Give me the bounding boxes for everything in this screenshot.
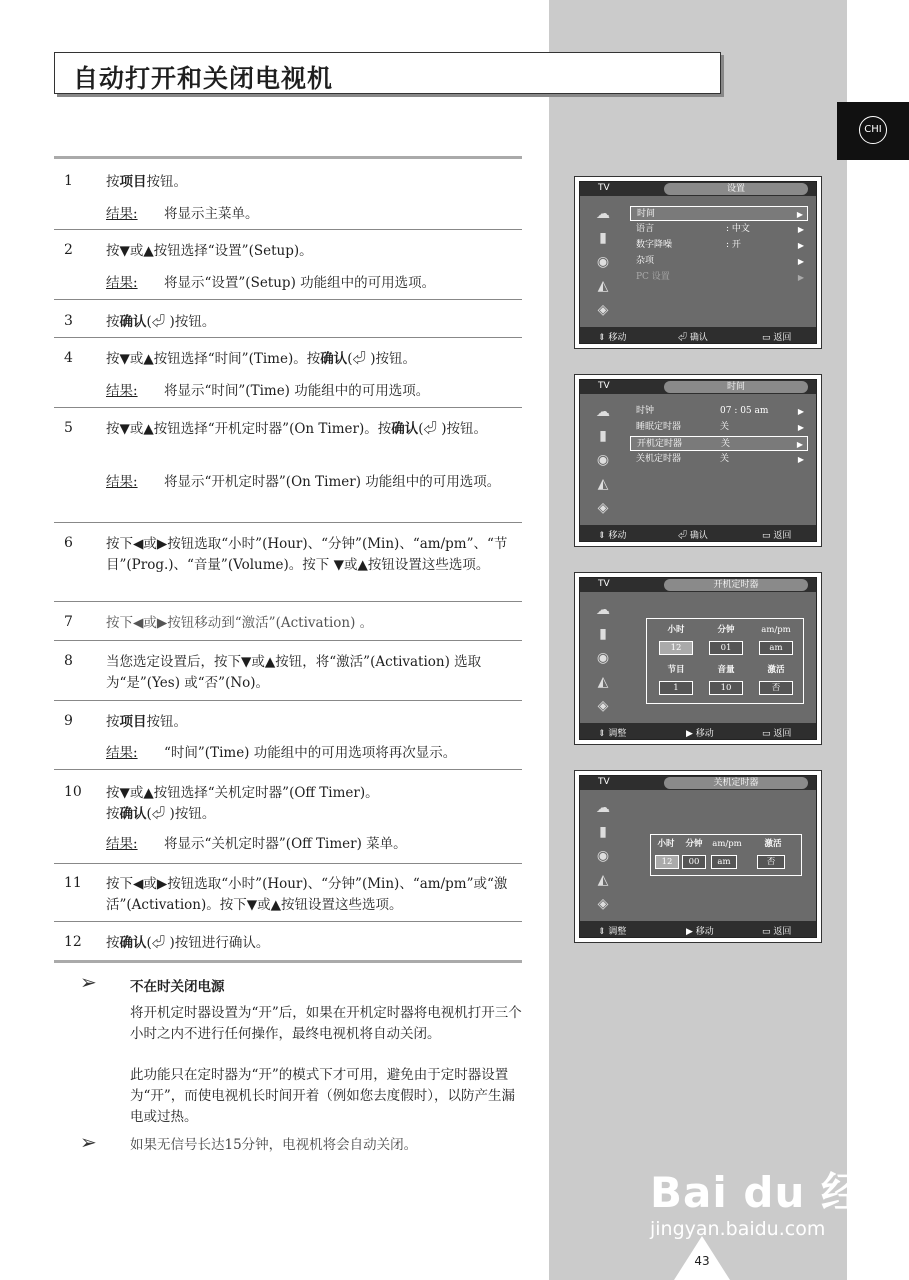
result-label: 结果: <box>106 745 138 761</box>
timer-ampm-field[interactable]: am <box>759 641 793 655</box>
note-paragraph: 将开机定时器设置为“开”后，如果在开机定时器将电视机打开三个小时之内不进行任何操作，最终电视机将自动关闭。 <box>130 1005 522 1042</box>
note-arrow-icon: ➢ <box>80 970 97 994</box>
timer-min-field[interactable]: 00 <box>682 855 706 869</box>
menu-row-label: 语言 <box>636 224 655 234</box>
timer-ampm-field[interactable]: am <box>711 855 737 869</box>
menu-row-value: 关 <box>720 454 730 464</box>
footer-return: ▭ 返回 <box>762 927 792 937</box>
note-paragraph: 此功能只在定时器为“开”的模式下才可用，避免由于定时器设置为“开”，而使电视机长时间开着（例如您去度假时），以防产生漏电或过热。 <box>130 1067 516 1125</box>
timer-panel <box>650 834 802 876</box>
result-label: 结果: <box>106 383 138 399</box>
step-result <box>106 834 526 855</box>
picture-icon: ☁ <box>596 602 610 618</box>
footer-move: ⇕ 移动 <box>598 531 627 541</box>
step-result <box>106 273 526 294</box>
sound-icon: ▮ <box>599 626 607 642</box>
timer-head-ampm: am/pm <box>712 839 742 849</box>
tv-label: TV <box>598 183 610 193</box>
result-label: 结果: <box>106 474 138 490</box>
sound-icon: ▮ <box>599 230 607 246</box>
step-number: 12 <box>64 934 82 950</box>
menu-row[interactable] <box>630 420 808 435</box>
watermark-brand: Bai du 经验 <box>650 1168 907 1217</box>
timer-head-min: 分钟 <box>685 839 703 849</box>
result-label: 结果: <box>106 275 138 291</box>
menu-row-value: 关 <box>720 422 730 432</box>
step-divider <box>54 337 522 338</box>
arrow-right-icon: ▶ <box>797 241 804 250</box>
menu-title: 关机定时器 <box>664 777 808 789</box>
tv-label: TV <box>598 777 610 787</box>
step-text: 按▼或▲按钮选择“设置”(Setup)。 <box>106 243 313 259</box>
tip-arrow-icon: ➢ <box>80 1130 97 1154</box>
picture-icon: ☁ <box>596 206 610 222</box>
step-text: 按▼或▲按钮选择“开机定时器”(On Timer)。按确认(⏎ )按钮。 <box>106 421 488 437</box>
footer-return: ▭ 返回 <box>762 729 792 739</box>
step-divider <box>54 299 522 300</box>
tv-label: TV <box>598 579 610 589</box>
timer-head-prog: 节目 <box>667 665 685 675</box>
footer-enter: ⏎ 确认 <box>678 531 708 541</box>
footer-move: ▶ 移动 <box>686 729 714 739</box>
menu-row-label: 睡眠定时器 <box>636 422 682 432</box>
step-text: 按下◀或▶按钮选取“小时”(Hour)、“分钟”(Min)、“am/pm”、“节目”(Prog.)、“音量”(Volume)。按下 ▼或▲按钮设置这些选项。 <box>106 536 508 573</box>
setup-icon: ◭ <box>597 674 609 690</box>
timer-head-volume: 音量 <box>717 665 735 675</box>
timer-prog-field[interactable]: 1 <box>659 681 693 695</box>
step-text: 按▼或▲按钮选择“关机定时器”(Off Timer)。 按确认(⏎ )按钮。 <box>106 785 379 822</box>
arrow-right-icon: ▶ <box>797 225 804 234</box>
result-text: 将显示“时间”(Time) 功能组中的可用选项。 <box>164 383 430 399</box>
picture-icon: ☁ <box>596 404 610 420</box>
arrow-right-icon: ▶ <box>797 423 804 432</box>
arrow-right-icon: ▶ <box>797 273 804 282</box>
step-divider <box>54 769 522 770</box>
arrow-right-icon: ▶ <box>797 455 804 464</box>
timer-activation-field[interactable]: 否 <box>759 681 793 695</box>
menu-footer <box>580 327 816 343</box>
input-icon: ◈ <box>597 500 609 516</box>
footer-return: ▭ 返回 <box>762 333 792 343</box>
footer-adjust: ⇕ 调整 <box>598 927 627 937</box>
step-text: 按项目按钮。 <box>106 174 187 190</box>
page-title: 自动打开和关闭电视机 <box>73 64 334 93</box>
timer-head-activation: 激活 <box>764 839 782 849</box>
step-number: 11 <box>64 875 82 891</box>
result-text: 将显示“开机定时器”(On Timer) 功能组中的可用选项。 <box>164 474 501 490</box>
step-number: 5 <box>64 420 73 436</box>
menu-row[interactable] <box>630 206 808 221</box>
step-text: 按▼或▲按钮选择“时间”(Time)。按确认(⏎ )按钮。 <box>106 351 417 367</box>
timer-panel <box>646 618 804 704</box>
sound-icon: ▮ <box>599 428 607 444</box>
note-title: 不在时关闭电源 <box>130 979 225 995</box>
step-divider <box>54 407 522 408</box>
step-number: 2 <box>64 242 73 258</box>
step-text: 按下◀或▶按钮移动到“激活”(Activation) 。 <box>106 615 374 631</box>
menu-row-value: : 中文 <box>726 224 750 234</box>
menu-row-label: 杂项 <box>636 256 655 266</box>
menu-row-label: 时间 <box>637 209 656 219</box>
bottom-rule <box>54 960 522 963</box>
input-icon: ◈ <box>597 698 609 714</box>
baidu-watermark <box>650 1160 907 1240</box>
menu-title: 开机定时器 <box>664 579 808 591</box>
menu-footer <box>580 723 816 739</box>
arrow-right-icon: ▶ <box>797 407 804 416</box>
step-result <box>106 743 526 764</box>
note-tip: 如果无信号长达15分钟，电视机将会自动关闭。 <box>130 1137 418 1153</box>
page-title-box <box>54 52 721 94</box>
input-icon: ◈ <box>597 302 609 318</box>
channel-icon: ◉ <box>596 650 610 666</box>
result-text: “时间”(Time) 功能组中的可用选项将再次显示。 <box>164 745 457 761</box>
step-text: 当您选定设置后，按下▼或▲按钮，将“激活”(Activation) 选取为“是”(Yes) 或“否”(No)。 <box>106 654 482 691</box>
step-result <box>106 381 526 402</box>
menu-footer <box>580 525 816 541</box>
timer-hour-field[interactable]: 12 <box>659 641 693 655</box>
menu-row-value: 关 <box>721 439 731 449</box>
menu-row-label: 开机定时器 <box>637 439 683 449</box>
step-divider <box>54 640 522 641</box>
tv-screen-setup <box>574 176 822 349</box>
footer-adjust: ⇕ 调整 <box>598 729 627 739</box>
tv-label: TV <box>598 381 610 391</box>
step-text: 按下◀或▶按钮选取“小时”(Hour)、“分钟”(Min)、“am/pm”或“激活”(Activation)。按下▼或▲按钮设置这些选项。 <box>106 876 508 913</box>
step-divider <box>54 601 522 602</box>
footer-return: ▭ 返回 <box>762 531 792 541</box>
step-number: 6 <box>64 535 73 551</box>
menu-row[interactable] <box>630 436 808 451</box>
step-divider <box>54 921 522 922</box>
timer-hour-field[interactable]: 12 <box>655 855 679 869</box>
arrow-right-icon: ▶ <box>796 210 803 219</box>
tv-screen-off-timer <box>574 770 822 943</box>
step-text: 按项目按钮。 <box>106 714 187 730</box>
timer-activation-field[interactable]: 否 <box>757 855 785 869</box>
timer-head-ampm: am/pm <box>761 625 791 635</box>
top-rule <box>54 156 522 159</box>
result-label: 结果: <box>106 206 138 222</box>
timer-head-activation: 激活 <box>767 665 785 675</box>
channel-icon: ◉ <box>596 254 610 270</box>
step-number: 7 <box>64 614 73 630</box>
watermark-url: jingyan.baidu.com <box>650 1218 826 1240</box>
language-tab-label: CHI <box>859 116 887 144</box>
step-divider <box>54 229 522 230</box>
arrow-right-icon: ▶ <box>797 257 804 266</box>
menu-title: 时间 <box>664 381 808 393</box>
menu-row[interactable] <box>630 452 808 467</box>
timer-head-min: 分钟 <box>717 625 735 635</box>
step-divider <box>54 700 522 701</box>
result-text: 将显示主菜单。 <box>164 206 259 222</box>
menu-row[interactable] <box>630 238 808 253</box>
channel-icon: ◉ <box>596 452 610 468</box>
menu-row-value: 07 : 05 am <box>720 406 769 416</box>
result-text: 将显示“关机定时器”(Off Timer) 菜单。 <box>164 836 407 852</box>
menu-row-label: 数字降噪 <box>636 240 673 250</box>
sound-icon: ▮ <box>599 824 607 840</box>
footer-move: ⇕ 移动 <box>598 333 627 343</box>
arrow-right-icon: ▶ <box>796 440 803 449</box>
result-label: 结果: <box>106 836 138 852</box>
menu-title: 设置 <box>664 183 808 195</box>
tv-screen-time <box>574 374 822 547</box>
step-number: 9 <box>64 713 73 729</box>
result-text: 将显示“设置”(Setup) 功能组中的可用选项。 <box>164 275 436 291</box>
step-divider <box>54 522 522 523</box>
menu-row-label: 时钟 <box>636 406 655 416</box>
language-tab <box>837 102 909 160</box>
timer-head-hour: 小时 <box>657 839 675 849</box>
timer-volume-field[interactable]: 10 <box>709 681 743 695</box>
step-text: 按确认(⏎ )按钮进行确认。 <box>106 935 270 951</box>
step-text: 按确认(⏎ )按钮。 <box>106 314 216 330</box>
setup-icon: ◭ <box>597 278 609 294</box>
step-result <box>106 204 526 225</box>
menu-row-label: PC 设置 <box>636 272 670 282</box>
picture-icon: ☁ <box>596 800 610 816</box>
setup-icon: ◭ <box>597 872 609 888</box>
step-number: 8 <box>64 653 73 669</box>
footer-move: ▶ 移动 <box>686 927 714 937</box>
menu-row-value: : 开 <box>726 240 741 250</box>
step-number: 4 <box>64 350 73 366</box>
timer-head-hour: 小时 <box>667 625 685 635</box>
menu-row <box>630 270 808 285</box>
menu-row[interactable] <box>630 254 808 269</box>
step-number: 3 <box>64 313 73 329</box>
menu-row[interactable] <box>630 404 808 419</box>
page-number: 43 <box>694 1254 710 1268</box>
step-number: 10 <box>64 784 82 800</box>
timer-min-field[interactable]: 01 <box>709 641 743 655</box>
setup-icon: ◭ <box>597 476 609 492</box>
step-divider <box>54 863 522 864</box>
menu-footer <box>580 921 816 937</box>
channel-icon: ◉ <box>596 848 610 864</box>
menu-row-label: 关机定时器 <box>636 454 682 464</box>
footer-enter: ⏎ 确认 <box>678 333 708 343</box>
input-icon: ◈ <box>597 896 609 912</box>
tv-screen-on-timer <box>574 572 822 745</box>
menu-row[interactable] <box>630 222 808 237</box>
step-result <box>106 472 526 493</box>
step-number: 1 <box>64 173 73 189</box>
